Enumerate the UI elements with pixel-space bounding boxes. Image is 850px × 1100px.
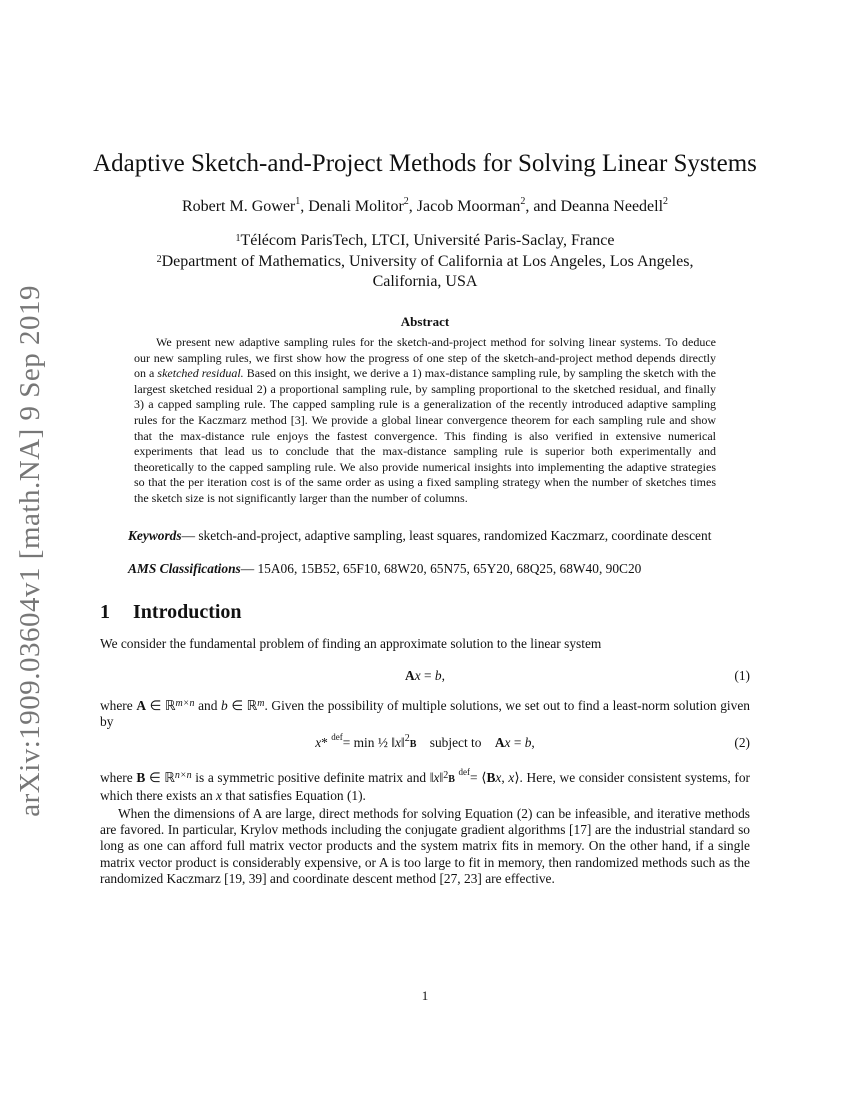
section-number: 1	[100, 601, 110, 623]
affiliation-mark: 2	[156, 254, 162, 265]
affiliation-line	[100, 230, 750, 251]
intro-paragraph: We consider the fundamental problem of finding an approximate solution to the linear system	[100, 636, 602, 651]
ams-text: — 15A06, 15B52, 65F10, 68W20, 65N75, 65Y20, 68Q25, 68W40, 90C20	[240, 561, 642, 576]
affiliation-line	[100, 251, 750, 272]
page-number: 1	[421, 988, 429, 1003]
ams-label: AMS Classifications	[128, 561, 241, 576]
ams-classifications	[100, 561, 750, 577]
affiliation-line	[100, 271, 750, 292]
author-conjunction: and	[533, 198, 557, 215]
abstract-text: Based on this insight, we derive a 1) max-distance sampling rule, by sampling the sketch with the largest sketched residual 2) a proportional sampling rule, by sampling proportional to the sketched residual, and finally 3) a capped sampling rule. The capped sampling rule is a generalization of the recently introduced adaptive sampling rules for the Kaczmarz method [3]. We provide a global linear convergence theorem for each sampling rule and show that the max-distance rule enjoys the fastest convergence. This finding is also verified in extensive numerical experiments that lead us to conclude that the max-distance sampling rule is superior both experimentally and theoretically to the capped sampling rule. We also provide numerical insights into implementing the adaptive strategies so that the per iteration cost is of the same order as using a fixed sampling strategy when the number of sketches times the sketch size is not significantly larger than the number of columns.	[134, 366, 716, 505]
author-name: Denali Molitor	[308, 198, 404, 215]
affiliation-text: Télécom ParisTech, LTCI, Université Paris-Saclay, France	[240, 232, 615, 249]
author-name: Deanna Needell	[560, 198, 664, 215]
abstract-heading: Abstract	[400, 314, 450, 329]
affiliation-text: California, USA	[372, 273, 478, 290]
author-affiliation-mark: 2	[403, 196, 409, 207]
section-heading	[100, 601, 242, 624]
author-name: Jacob Moorman	[416, 198, 521, 215]
intro-paragraph: When the dimensions of A are large, direct methods for solving Equation (2) can be infeasible, and iterative methods are favored. In particular, Krylov methods including the conjugate gradient algorithms [17] are the industrial standard so long as one can afford full matrix vector products and the system matrix fits in memory. On the other hand, if a single matrix vector product is considerably expensive, or A is too large to fit in memory, then randomized methods such as the randomized Kaczmarz [19, 39] and coordinate descent method [27, 23] are effective.	[100, 806, 750, 886]
equation-2-label: (2)	[734, 735, 750, 750]
abstract-emphasis: sketched residual.	[157, 366, 244, 381]
abstract-text: We present new adaptive sampling rules for the sketch-and-project method for solving linear systems. To deduce our new sampling rules, we first show how the progress of one step of the sketch-and-project method depends directly on a	[134, 335, 716, 381]
keywords-text: — sketch-and-project, adaptive sampling, least squares, randomized Kaczmarz, coordinate descent	[181, 528, 712, 543]
equation-1-label: (1)	[734, 668, 750, 683]
arxiv-identifier-stamp: arXiv:1909.03604v1 [math.NA] 9 Sep 2019	[14, 285, 46, 817]
keywords-label: Keywords	[128, 528, 182, 543]
author-list: Robert M. Gower$^1$, Denali Molitor$^2$, Jacob Moorman$^2$, and Deanna Needell$^2$	[181, 196, 669, 215]
abstract-body	[134, 335, 716, 507]
section-title: Introduction	[133, 601, 242, 623]
intro-paragraph: where B ∈ ℝ$^{n\times n}$ is a symmetric positive definite matrix and ‖x‖$^2$B $^{def}$= ⟨Bx, x⟩. Here, we consider consistent systems, for which there exists an x that satisfies Equation (1).	[100, 767, 751, 804]
intro-paragraph: where A ∈ ℝ$^{m\times n}$ and b ∈ ℝ$^m$. Given the possibility of multiple solutions, we set out to find a least-norm solution given by	[100, 698, 750, 730]
author-affiliation-mark: 2	[663, 196, 669, 207]
paper-title: Adaptive Sketch-and-Project Methods for Solving Linear Systems	[93, 150, 757, 177]
author-name: Robert M. Gower	[181, 198, 296, 215]
keywords	[100, 528, 750, 544]
affiliation-mark: 1	[235, 233, 241, 244]
author-affiliation-mark: 2	[520, 196, 526, 207]
author-affiliation-mark: 1	[295, 196, 301, 207]
equation-2-body: x* $^{def}$= min ½ ‖x‖$^2$B subject to Ax = b,	[315, 732, 535, 750]
affiliation-text: Department of Mathematics, University of California at Los Angeles, Los Angeles,	[161, 253, 694, 270]
equation-1-body: Ax = b,	[405, 668, 445, 683]
